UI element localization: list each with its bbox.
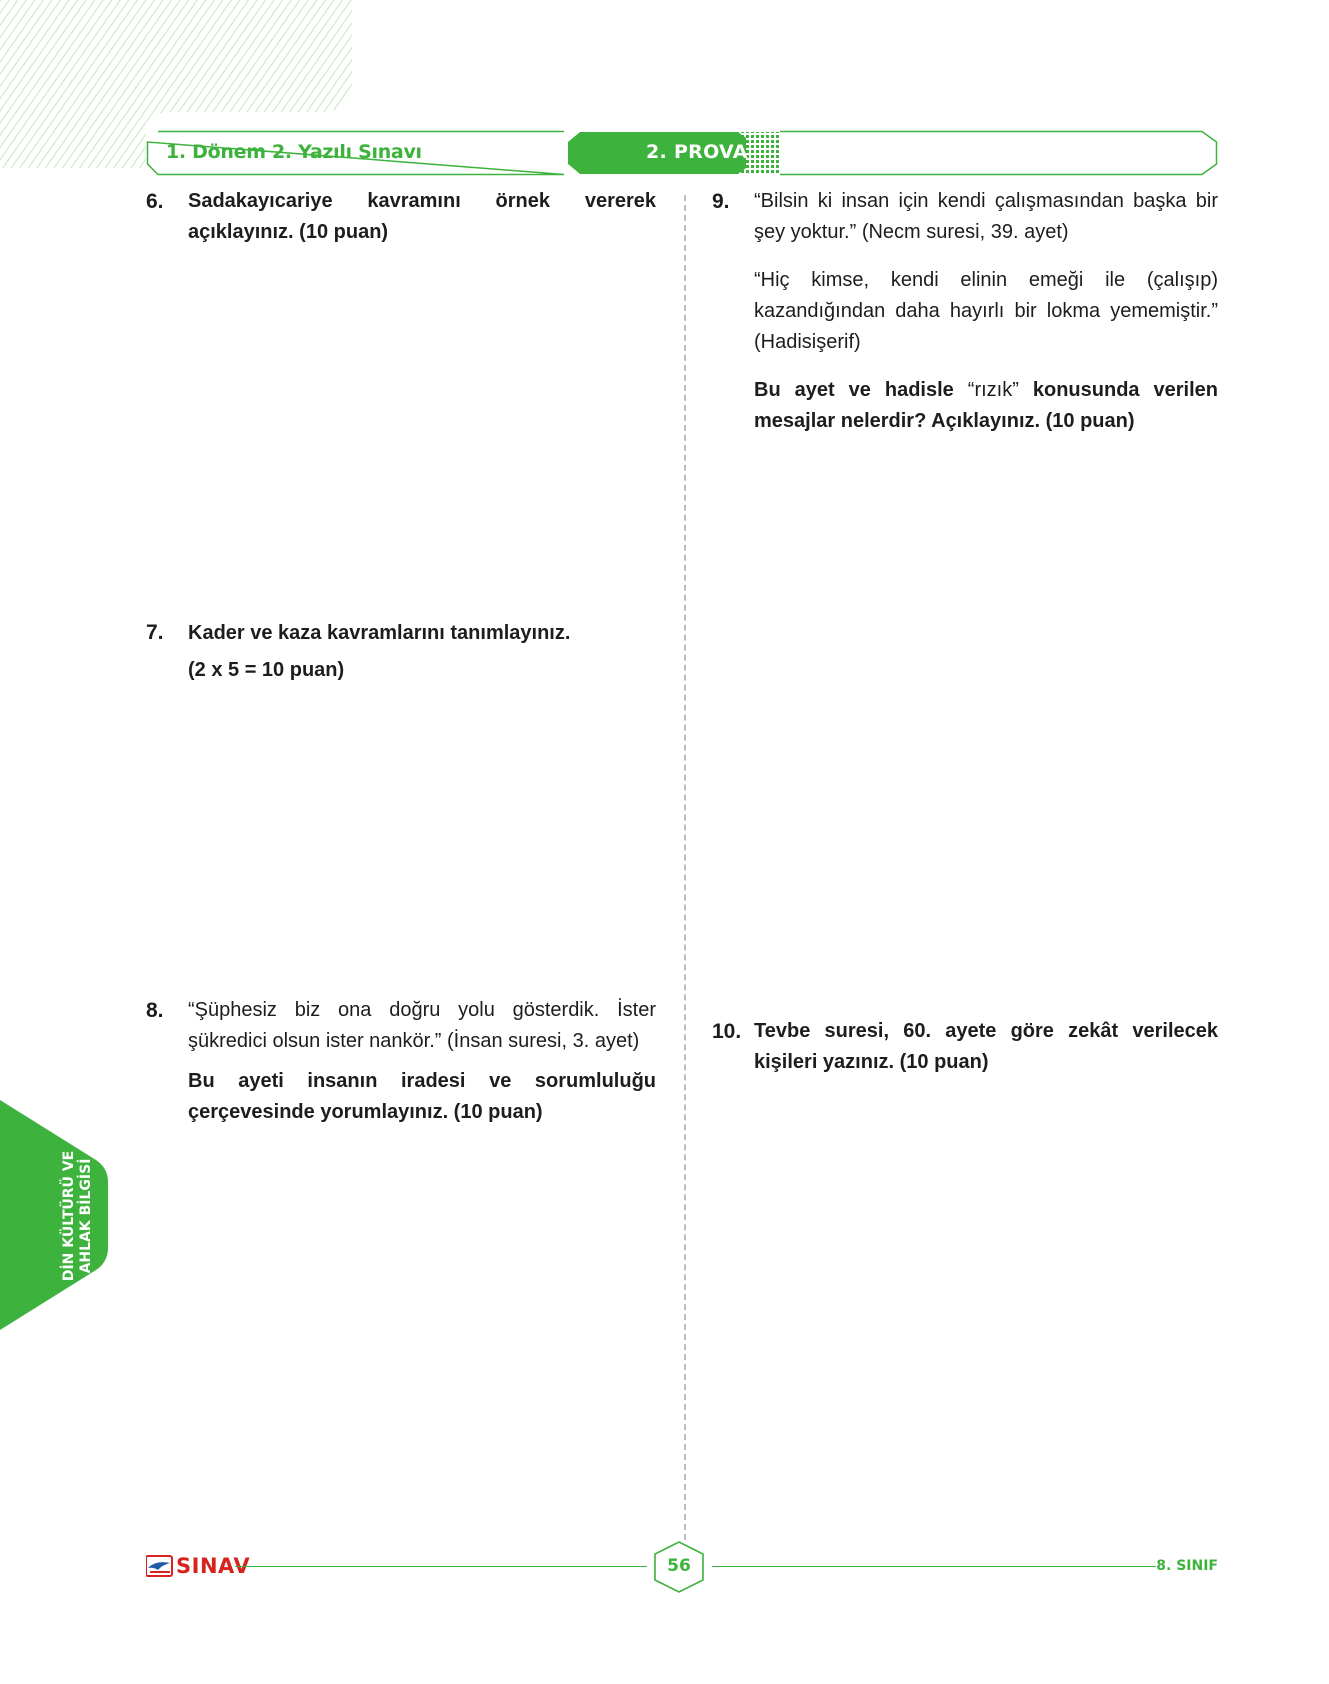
question-text (754, 375, 1218, 437)
prova-banner (566, 130, 1218, 176)
question-number: 9. (712, 190, 730, 213)
exam-title: 1. Dönem 2. Yazılı Sınavı (166, 141, 422, 163)
verse-quote: “Şüphesiz biz ona doğru yolu gösterdik. İster şükredici olsun ister nankör.” (İnsan suresi, 3. ayet) (188, 999, 656, 1052)
page-footer (0, 1540, 1329, 1600)
brand-name: SINAV (176, 1554, 251, 1578)
subject-label-line2: AHLAK BİLGİSİ (78, 1158, 94, 1274)
question-text: Sadakayıcariye kavramını örnek vererek açıklayınız. (10 puan) (188, 190, 656, 243)
verse-quote: “Bilsin ki insan için kendi çalışmasından başka bir şey yoktur.” (Necm suresi, 39. ayet) (754, 190, 1218, 243)
prova-label: 2. PROVA (646, 141, 748, 163)
bird-logo-icon (146, 1554, 174, 1578)
footer-line-right (712, 1566, 1156, 1567)
question-number: 8. (146, 999, 164, 1022)
subject-label (61, 1151, 95, 1281)
exam-title-banner (146, 130, 566, 176)
question-text-part2: konusunda verilen mesajlar nelerdir? Açıklayınız. (10 puan) (754, 379, 1218, 432)
hadith-quote: “Hiç kimse, kendi elinin emeği ile (çalışıp) kazandığından daha hayırlı bir lokma yememiştir.” (Hadisişerif) (754, 269, 1218, 353)
subject-label-line1: DİN KÜLTÜRÜ VE (61, 1150, 77, 1282)
question-text: Bu ayeti insanın iradesi ve sorumluluğu çerçevesinde yorumlayınız. (10 puan) (188, 1070, 656, 1123)
question-keyword: “rızık” (967, 379, 1019, 401)
question-text-part1: Bu ayet ve hadisle (754, 379, 954, 401)
question-number: 7. (146, 621, 164, 644)
question-number: 6. (146, 190, 164, 213)
footer-line-left (235, 1566, 647, 1567)
question-points: (2 x 5 = 10 puan) (188, 659, 345, 681)
column-divider (684, 195, 686, 1540)
question-number: 10. (712, 1020, 742, 1043)
grade-label: 8. SINIF (1156, 1558, 1218, 1574)
question-text: Tevbe suresi, 60. ayete göre zekât verilecek kişileri yazınız. (10 puan) (754, 1020, 1218, 1073)
page-number: 56 (667, 1556, 691, 1576)
question-text: Kader ve kaza kavramlarını tanımlayınız. (188, 622, 571, 644)
page-number-badge (652, 1540, 706, 1594)
